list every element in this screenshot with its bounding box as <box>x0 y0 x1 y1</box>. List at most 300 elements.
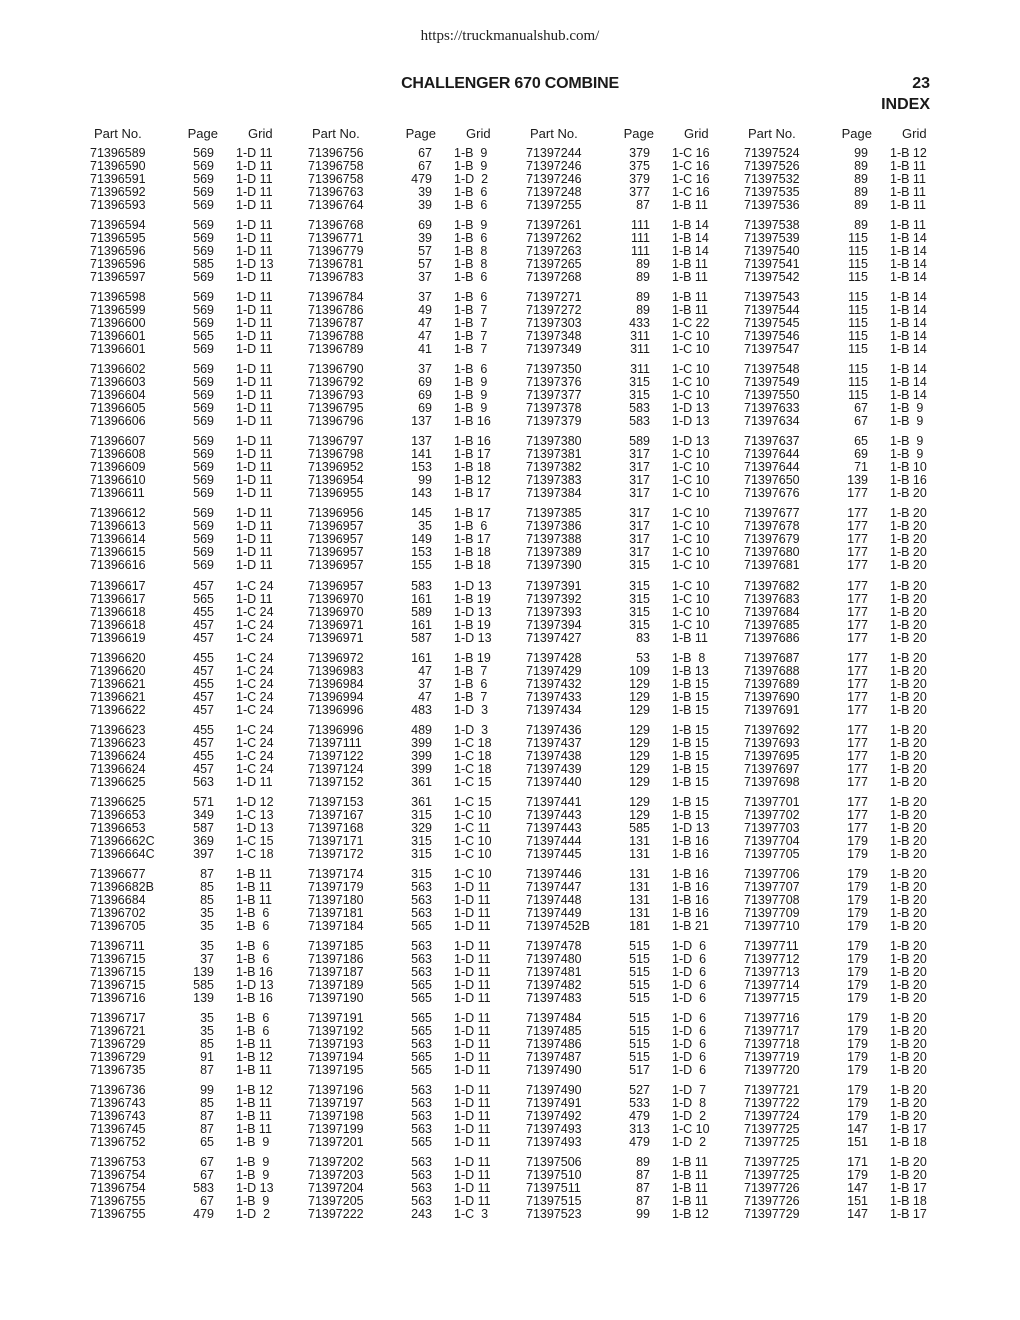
part-number: 71396797 <box>308 434 364 449</box>
index-row <box>742 606 952 619</box>
index-row <box>88 343 298 356</box>
part-number: 71396736 <box>90 1083 146 1098</box>
grid-ref: 1-C 10 <box>672 532 710 547</box>
index-row <box>524 822 734 835</box>
page-ref: 129 <box>629 689 650 704</box>
grid-ref: 1-B 20 <box>890 748 927 763</box>
part-number: 71396624 <box>90 761 146 776</box>
grid-ref: 1-B 9 <box>236 1135 270 1150</box>
grid-ref: 1-D 11 <box>236 434 273 449</box>
part-number: 71397725 <box>744 1122 800 1137</box>
page-ref: 569 <box>193 231 214 246</box>
part-number: 71396955 <box>308 486 364 501</box>
part-number: 71397376 <box>526 375 582 390</box>
page-ref: 479 <box>629 1135 650 1150</box>
page-ref: 87 <box>200 866 214 881</box>
page-ref: 177 <box>847 545 868 560</box>
grid-ref: 1-C 16 <box>672 185 710 199</box>
grid-ref: 1-D 6 <box>672 1011 707 1026</box>
page-ref: 89 <box>854 218 868 233</box>
index-row <box>306 1136 516 1149</box>
page-ref: 161 <box>411 650 432 665</box>
part-number: 71397201 <box>308 1135 364 1150</box>
page-ref: 315 <box>411 846 432 861</box>
part-number: 71397676 <box>744 486 800 501</box>
page-ref: 569 <box>193 172 214 186</box>
page-ref: 145 <box>411 506 432 521</box>
page-ref: 115 <box>848 303 868 318</box>
page-ref: 147 <box>847 1181 868 1196</box>
page-ref: 89 <box>636 257 650 272</box>
grid-ref: 1-D 13 <box>236 978 274 993</box>
page-ref: 349 <box>193 807 214 822</box>
page-ref: 563 <box>411 892 432 907</box>
grid-ref: 1-B 14 <box>890 244 927 259</box>
grid-ref: 1-C 10 <box>672 342 710 357</box>
part-number: 71397191 <box>308 1011 364 1026</box>
part-number: 71397192 <box>308 1024 364 1039</box>
page-ref: 115 <box>848 329 868 344</box>
index-group <box>306 219 516 284</box>
header-grid: Grid <box>466 126 491 141</box>
page-ref: 483 <box>411 702 432 717</box>
grid-ref: 1-D 11 <box>454 918 491 933</box>
page-ref: 313 <box>629 1122 650 1137</box>
grid-ref: 1-B 15 <box>672 807 709 822</box>
grid-ref: 1-B 11 <box>236 866 272 881</box>
index-row <box>306 809 516 822</box>
header-part-no: Part No. <box>94 126 142 141</box>
grid-ref: 1-D 2 <box>672 1109 707 1124</box>
part-number: 71397187 <box>308 965 364 980</box>
page-ref: 47 <box>418 689 432 704</box>
page-ref: 151 <box>847 1135 868 1150</box>
grid-ref: 1-B 7 <box>454 316 488 331</box>
grid-ref: 1-B 16 <box>890 473 927 488</box>
page-ref: 147 <box>847 1207 868 1222</box>
part-number: 71396590 <box>90 159 146 173</box>
grid-ref: 1-B 9 <box>454 388 488 403</box>
source-url[interactable]: https://truckmanualshub.com/ <box>420 28 600 44</box>
grid-ref: 1-D 3 <box>454 702 489 717</box>
index-row <box>742 750 952 763</box>
page-ref: 585 <box>193 978 214 993</box>
grid-ref: 1-D 11 <box>236 401 273 416</box>
index-row <box>88 665 298 678</box>
part-number: 71396729 <box>90 1050 146 1065</box>
grid-ref: 1-B 11 <box>672 1194 708 1209</box>
page-ref: 37 <box>418 290 432 305</box>
grid-ref: 1-D 11 <box>236 591 273 606</box>
grid-ref: 1-C 10 <box>672 473 710 488</box>
page-ref: 361 <box>411 774 432 789</box>
grid-ref: 1-D 13 <box>672 414 710 429</box>
index-row <box>742 1136 952 1149</box>
grid-ref: 1-B 11 <box>890 159 926 173</box>
part-number: 71396596 <box>90 244 146 259</box>
page-ref: 179 <box>847 846 868 861</box>
page-ref: 99 <box>418 473 432 488</box>
part-number: 71397384 <box>526 486 582 501</box>
page-ref: 115 <box>848 388 868 403</box>
grid-ref: 1-B 15 <box>672 702 709 717</box>
grid-ref: 1-B 20 <box>890 519 927 534</box>
part-number: 71397185 <box>308 939 364 954</box>
grid-ref: 1-C 10 <box>454 866 492 881</box>
page-ref: 177 <box>847 617 868 632</box>
grid-ref: 1-D 11 <box>454 965 491 980</box>
grid-ref: 1-C 10 <box>672 578 710 593</box>
grid-ref: 1-C 24 <box>236 702 274 717</box>
grid-ref: 1-B 9 <box>454 146 488 160</box>
page-ref: 569 <box>193 185 214 199</box>
page-ref: 37 <box>418 270 432 285</box>
part-number: 71397199 <box>308 1122 364 1137</box>
page-ref: 179 <box>847 939 868 954</box>
part-number: 71397452B <box>526 918 590 933</box>
grid-ref: 1-C 24 <box>236 630 274 645</box>
grid-ref: 1-B 6 <box>236 918 270 933</box>
grid-ref: 1-B 11 <box>236 1063 272 1078</box>
part-number: 71397268 <box>526 270 582 285</box>
grid-ref: 1-B 18 <box>454 460 491 475</box>
page-ref: 569 <box>193 473 214 488</box>
page-ref: 177 <box>847 774 868 789</box>
index-row <box>524 750 734 763</box>
grid-ref: 1-B 17 <box>890 1122 927 1137</box>
part-number: 71397493 <box>526 1135 582 1150</box>
page-ref: 67 <box>200 1194 214 1209</box>
part-number: 71396784 <box>308 290 364 305</box>
index-row <box>88 415 298 428</box>
grid-ref: 1-B 14 <box>890 257 927 272</box>
index-row <box>88 606 298 619</box>
index-group <box>524 1084 734 1149</box>
page-ref: 569 <box>193 290 214 305</box>
index-row <box>88 271 298 284</box>
page-ref: 515 <box>629 1037 650 1052</box>
grid-ref: 1-B 20 <box>890 1155 927 1170</box>
part-number: 71397186 <box>308 952 364 967</box>
grid-ref: 1-B 11 <box>890 185 926 199</box>
index-row <box>88 593 298 606</box>
page-ref: 35 <box>200 1011 214 1026</box>
page-ref: 85 <box>200 1096 214 1111</box>
part-number: 71396743 <box>90 1096 146 1111</box>
index-group <box>742 580 952 645</box>
part-number: 71397444 <box>526 833 582 848</box>
part-number: 71397255 <box>526 198 582 212</box>
page-ref: 311 <box>630 362 650 377</box>
part-number: 71397222 <box>308 1207 364 1222</box>
part-number: 71396622 <box>90 702 146 717</box>
part-number: 71397538 <box>744 218 800 233</box>
grid-ref: 1-D 11 <box>454 1135 491 1150</box>
page-ref: 139 <box>193 965 214 980</box>
page-ref: 179 <box>847 991 868 1006</box>
grid-ref: 1-D 11 <box>454 1109 491 1124</box>
part-number: 71396996 <box>308 722 364 737</box>
grid-ref: 1-D 13 <box>236 820 274 835</box>
grid-ref: 1-B 16 <box>672 846 709 861</box>
part-number: 71397195 <box>308 1063 364 1078</box>
index-group <box>524 652 734 717</box>
page-ref: 587 <box>411 630 432 645</box>
part-number: 71396716 <box>90 991 146 1006</box>
index-row <box>524 809 734 822</box>
page-ref: 69 <box>418 375 432 390</box>
part-number: 71397350 <box>526 362 582 377</box>
page-ref: 67 <box>418 159 432 173</box>
part-number: 71397263 <box>526 244 582 259</box>
page-ref: 179 <box>847 1083 868 1098</box>
grid-ref: 1-B 6 <box>454 231 488 246</box>
grid-ref: 1-B 9 <box>454 375 488 390</box>
index-row <box>306 606 516 619</box>
index-row <box>742 894 952 907</box>
grid-ref: 1-B 15 <box>672 748 709 763</box>
grid-ref: 1-B 9 <box>890 434 924 449</box>
part-number: 71397203 <box>308 1168 364 1183</box>
index-row <box>88 619 298 632</box>
part-number: 71397440 <box>526 774 582 789</box>
grid-ref: 1-B 11 <box>672 270 708 285</box>
page-ref: 57 <box>418 257 432 272</box>
part-number: 71397427 <box>526 630 582 645</box>
part-number: 71397439 <box>526 761 582 776</box>
part-number: 71397539 <box>744 231 800 246</box>
page-ref: 329 <box>411 820 432 835</box>
grid-ref: 1-B 6 <box>454 676 488 691</box>
part-number: 71396596 <box>90 257 146 272</box>
part-number: 71397540 <box>744 244 800 259</box>
index-group <box>88 940 298 1005</box>
page-ref: 89 <box>854 185 868 199</box>
part-number: 71397633 <box>744 401 800 416</box>
index-row <box>88 1208 298 1221</box>
part-number: 71396597 <box>90 270 146 285</box>
page-ref: 399 <box>411 761 432 776</box>
index-group <box>88 507 298 572</box>
page-ref: 177 <box>847 558 868 573</box>
part-number: 71397709 <box>744 905 800 920</box>
part-number: 71396957 <box>308 545 364 560</box>
part-number: 71396786 <box>308 303 364 318</box>
index-row <box>742 691 952 704</box>
page-ref: 527 <box>629 1083 650 1098</box>
page-ref: 515 <box>629 1050 650 1065</box>
page-ref: 153 <box>411 460 432 475</box>
part-number: 71397687 <box>744 650 800 665</box>
page-ref: 317 <box>629 460 650 475</box>
part-number: 71397393 <box>526 604 582 619</box>
index-group <box>742 868 952 933</box>
grid-ref: 1-B 9 <box>236 1168 270 1183</box>
part-number: 71396970 <box>308 604 364 619</box>
part-number: 71397688 <box>744 663 800 678</box>
part-number: 71396589 <box>90 146 146 160</box>
page-ref: 177 <box>847 676 868 691</box>
page-ref: 457 <box>193 735 214 750</box>
grid-ref: 1-D 11 <box>454 1122 491 1137</box>
page-ref: 315 <box>411 833 432 848</box>
page-ref: 589 <box>629 434 650 449</box>
page-ref: 479 <box>411 172 432 186</box>
page-ref: 87 <box>200 1109 214 1124</box>
part-number: 71397677 <box>744 506 800 521</box>
grid-ref: 1-B 20 <box>890 774 927 789</box>
index-group <box>524 724 734 789</box>
grid-ref: 1-B 20 <box>890 846 927 861</box>
grid-ref: 1-C 10 <box>672 545 710 560</box>
index-row <box>524 415 734 428</box>
index-column-2 <box>306 126 516 1228</box>
grid-ref: 1-B 11 <box>672 1168 708 1183</box>
grid-ref: 1-D 13 <box>672 401 710 416</box>
part-number: 71397379 <box>526 414 582 429</box>
part-number: 71397490 <box>526 1063 582 1078</box>
part-number: 71396793 <box>308 388 364 403</box>
page-ref: 565 <box>193 591 214 606</box>
page-ref: 569 <box>193 558 214 573</box>
section-title: INDEX <box>881 96 930 113</box>
page-ref: 315 <box>629 604 650 619</box>
index-row <box>306 559 516 572</box>
part-number: 71396771 <box>308 231 364 246</box>
part-number: 71397716 <box>744 1011 800 1026</box>
grid-ref: 1-B 20 <box>890 689 927 704</box>
part-number: 71397172 <box>308 846 364 861</box>
page-ref: 155 <box>411 558 432 573</box>
part-number: 71396616 <box>90 558 146 573</box>
grid-ref: 1-C 15 <box>454 794 492 809</box>
grid-ref: 1-B 20 <box>890 676 927 691</box>
index-row <box>742 1208 952 1221</box>
part-number: 71397718 <box>744 1037 800 1052</box>
part-number: 71397478 <box>526 939 582 954</box>
index-group <box>742 435 952 500</box>
part-number: 71397261 <box>526 218 582 233</box>
index-group <box>524 796 734 861</box>
page-ref: 479 <box>629 1109 650 1124</box>
part-number: 71396787 <box>308 316 364 331</box>
grid-ref: 1-B 20 <box>890 578 927 593</box>
index-row <box>742 868 952 881</box>
part-number: 71397637 <box>744 434 800 449</box>
index-row <box>524 868 734 881</box>
page-ref: 583 <box>411 578 432 593</box>
part-number: 71396653 <box>90 820 146 835</box>
page-ref: 565 <box>411 1011 432 1026</box>
page-ref: 87 <box>200 1122 214 1137</box>
page-ref: 361 <box>411 794 432 809</box>
page-ref: 315 <box>629 388 650 403</box>
grid-ref: 1-B 20 <box>890 604 927 619</box>
part-number: 71397548 <box>744 362 800 377</box>
page-ref: 161 <box>411 617 432 632</box>
page-ref: 569 <box>193 460 214 475</box>
part-number: 71396971 <box>308 630 364 645</box>
part-number: 71397715 <box>744 991 800 1006</box>
page-ref: 563 <box>411 1181 432 1196</box>
grid-ref: 1-B 21 <box>672 918 709 933</box>
part-number: 71396603 <box>90 375 146 390</box>
index-row <box>88 691 298 704</box>
page-ref: 397 <box>193 846 214 861</box>
part-number: 71397487 <box>526 1050 582 1065</box>
grid-ref: 1-B 14 <box>890 316 927 331</box>
grid-ref: 1-D 11 <box>236 159 273 173</box>
index-group <box>306 1084 516 1149</box>
grid-ref: 1-B 14 <box>672 244 709 259</box>
part-number: 71396592 <box>90 185 146 199</box>
grid-ref: 1-B 9 <box>454 159 488 173</box>
grid-ref: 1-B 18 <box>890 1135 927 1150</box>
page-ref: 587 <box>193 820 214 835</box>
part-number: 71396611 <box>90 486 145 501</box>
part-number: 71396711 <box>90 939 145 954</box>
part-number: 71397184 <box>308 918 364 933</box>
part-number: 71396614 <box>90 532 146 547</box>
page-ref: 489 <box>411 722 432 737</box>
part-number: 71397483 <box>526 991 582 1006</box>
grid-ref: 1-D 11 <box>236 362 273 377</box>
page-ref: 457 <box>193 617 214 632</box>
page-ref: 589 <box>411 604 432 619</box>
part-number: 71397511 <box>526 1181 581 1196</box>
index-row <box>88 776 298 789</box>
page-ref: 569 <box>193 401 214 416</box>
page-ref: 37 <box>418 676 432 691</box>
part-number: 71396957 <box>308 578 364 593</box>
header-page: Page <box>405 126 436 141</box>
index-row <box>524 835 734 848</box>
part-number: 71397544 <box>744 303 800 318</box>
page-ref: 89 <box>854 159 868 173</box>
page-ref: 137 <box>411 414 432 429</box>
index-row <box>306 271 516 284</box>
part-number: 71396623 <box>90 722 146 737</box>
index-group <box>524 435 734 500</box>
page-ref: 129 <box>629 722 650 737</box>
part-number: 71396602 <box>90 362 146 377</box>
index-row <box>524 678 734 691</box>
part-number: 71397524 <box>744 146 800 160</box>
grid-ref: 1-C 10 <box>454 846 492 861</box>
grid-ref: 1-B 20 <box>890 558 927 573</box>
grid-ref: 1-D 11 <box>454 1083 491 1098</box>
grid-ref: 1-B 11 <box>672 630 708 645</box>
part-number: 71397686 <box>744 630 800 645</box>
header-page: Page <box>187 126 218 141</box>
grid-ref: 1-B 14 <box>890 362 927 377</box>
index-group <box>742 219 952 284</box>
page-ref: 179 <box>847 1063 868 1078</box>
grid-ref: 1-D 11 <box>236 375 273 390</box>
page-ref: 565 <box>411 918 432 933</box>
grid-ref: 1-D 11 <box>454 978 491 993</box>
index-row <box>306 487 516 500</box>
page-ref: 35 <box>418 519 432 534</box>
part-number: 71397391 <box>526 578 582 593</box>
part-number: 71397712 <box>744 952 800 967</box>
page-ref: 37 <box>200 952 214 967</box>
page-ref: 479 <box>193 1207 214 1222</box>
index-row <box>306 737 516 750</box>
page-ref: 457 <box>193 702 214 717</box>
index-group <box>88 1012 298 1077</box>
header-page: Page <box>841 126 872 141</box>
